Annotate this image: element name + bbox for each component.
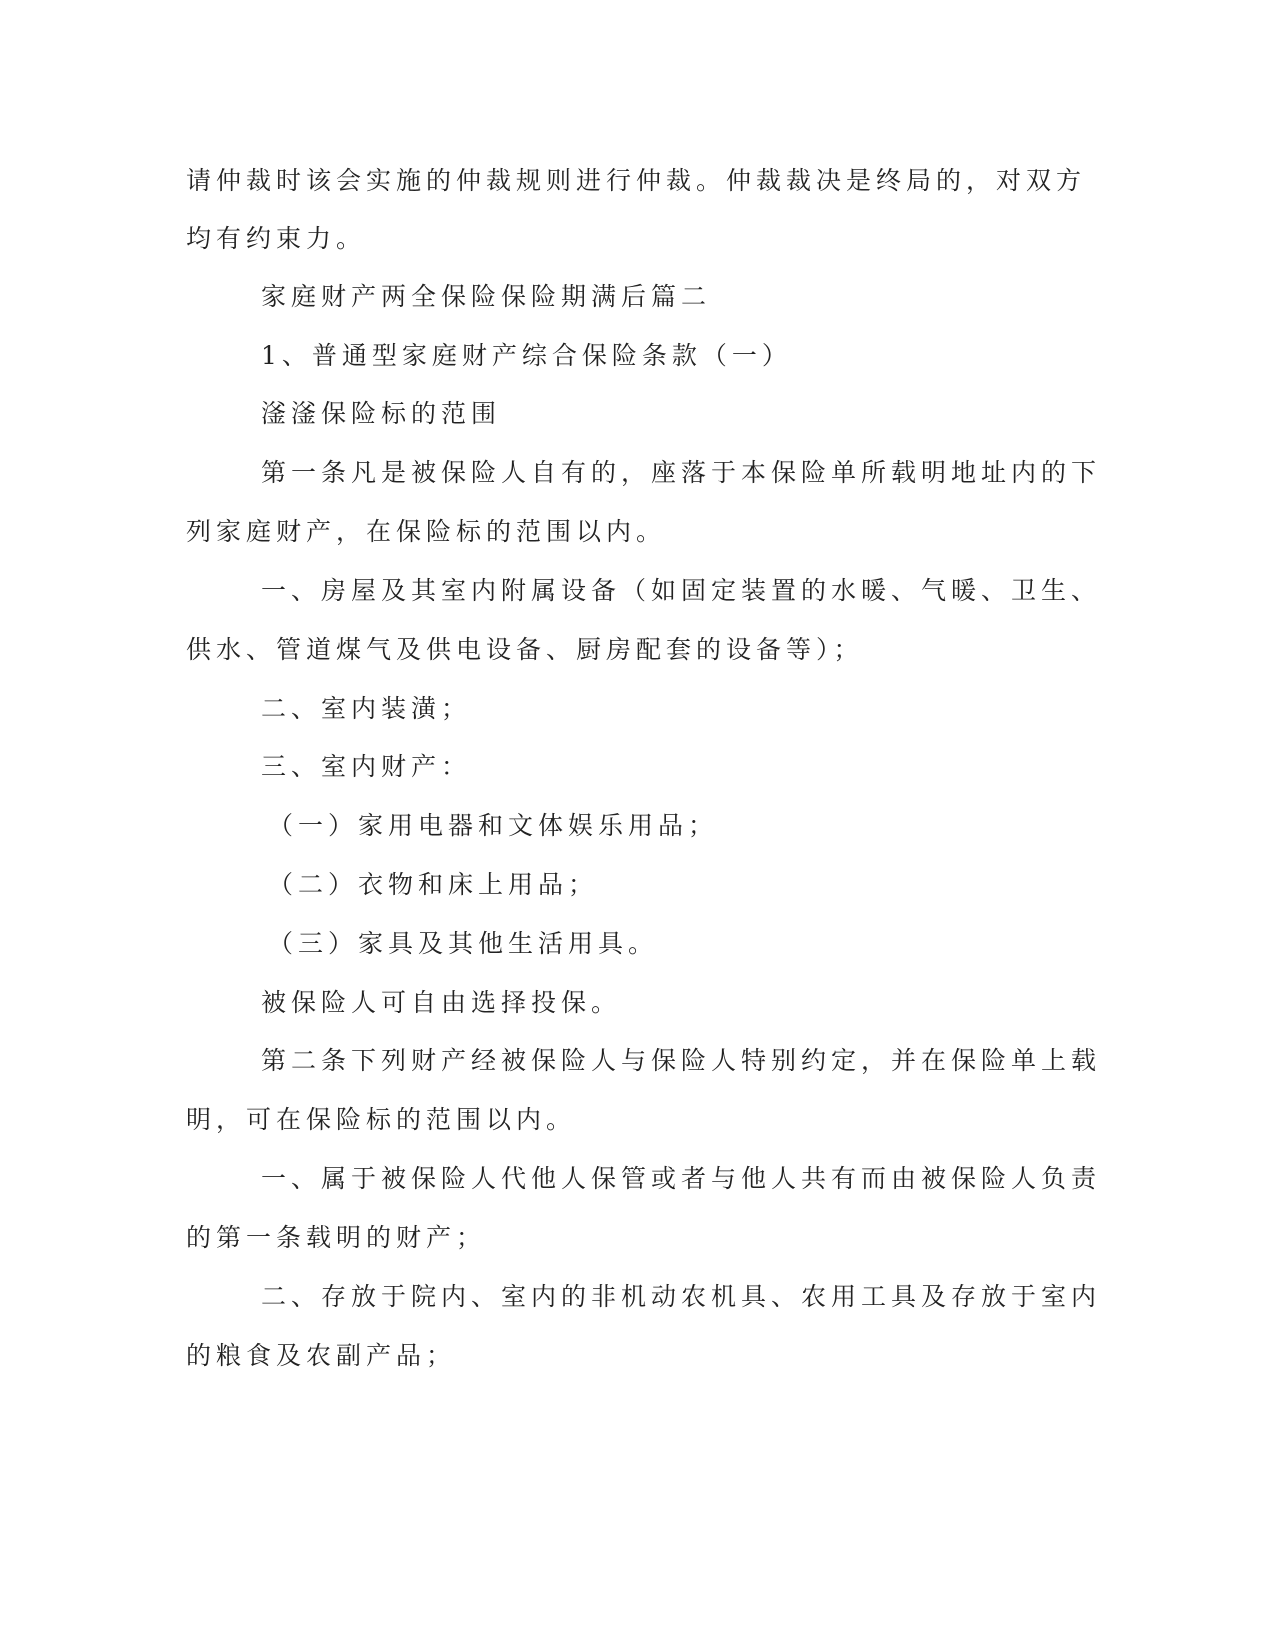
paragraph-line: 一、属于被保险人代他人保管或者与他人共有而由被保险人负责 (261, 1164, 1102, 1193)
paragraph-line: 的第一条载明的财产； (186, 1223, 487, 1252)
section-heading: 滏滏保险标的范围 (261, 399, 502, 428)
paragraph-line: 一、房屋及其室内附属设备（如固定装置的水暖、气暖、卫生、 (261, 576, 1102, 605)
paragraph-line: 列家庭财产，在保险标的范围以内。 (186, 517, 667, 546)
paragraph-line: 供水、管道煤气及供电设备、厨房配套的设备等）； (186, 635, 864, 664)
section-heading: 家庭财产两全保险保险期满后篇二 (261, 282, 712, 311)
list-item: （二）衣物和床上用品； (268, 870, 599, 899)
paragraph-line: 的粮食及农副产品； (186, 1341, 457, 1370)
paragraph-line: 请仲裁时该会实施的仲裁规则进行仲裁。仲裁裁决是终局的，对双方 (186, 166, 1087, 195)
list-item: 二、室内装潢； (261, 694, 472, 723)
paragraph-line: 第二条下列财产经被保险人与保险人特别约定，并在保险单上载 (261, 1046, 1102, 1075)
paragraph-line: 明，可在保险标的范围以内。 (186, 1105, 577, 1134)
clause-title: 1、普通型家庭财产综合保险条款（一） (261, 341, 792, 370)
list-item: 三、室内财产： (261, 752, 472, 781)
paragraph-line: 被保险人可自由选择投保。 (261, 988, 622, 1017)
list-item: （一）家用电器和文体娱乐用品； (268, 811, 719, 840)
list-item: （三）家具及其他生活用具。 (268, 929, 659, 958)
paragraph-line: 均有约束力。 (186, 224, 367, 253)
paragraph-line: 第一条凡是被保险人自有的，座落于本保险单所载明地址内的下 (261, 458, 1102, 487)
paragraph-line: 二、存放于院内、室内的非机动农机具、农用工具及存放于室内 (261, 1282, 1102, 1311)
